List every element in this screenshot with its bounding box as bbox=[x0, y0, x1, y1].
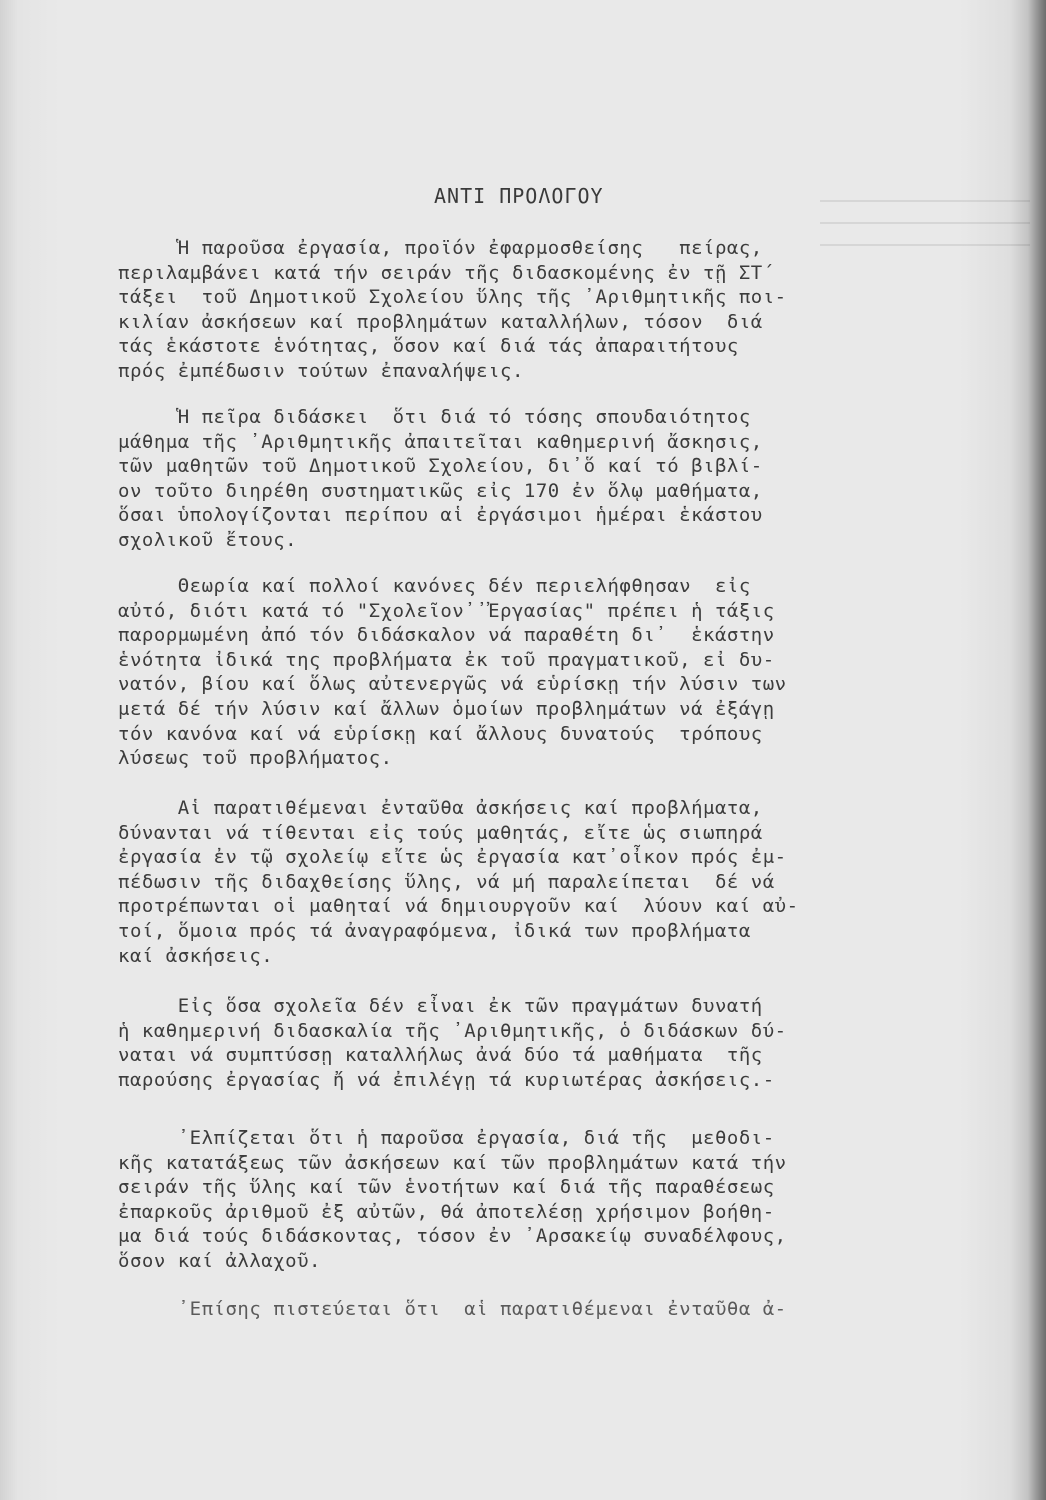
paragraph-4 bbox=[118, 796, 940, 968]
text-line: ἑνότητα ἰδικά της προβλήματα ἐκ τοῦ πραγματικοῦ, εἰ δυ- bbox=[118, 648, 775, 671]
text-line: Θεωρία καί πολλοί κανόνες δέν περιελήφθησαν εἰς bbox=[118, 575, 751, 597]
text-line: ᾿Ελπίζεται ὅτι ἡ παροῦσα ἐργασία, διά τῆς μεθοδι- bbox=[118, 1127, 775, 1149]
text-line: Ἡ παροῦσα ἐργασία, προϊόν ἐφαρμοσθείσης πείρας, bbox=[118, 237, 763, 259]
text-line: τῶν μαθητῶν τοῦ Δημοτικοῦ Σχολείου, δι᾿ὅ καί τό βιβλί- bbox=[118, 455, 763, 478]
paragraph-2 bbox=[118, 405, 940, 553]
paragraph-6 bbox=[118, 1126, 940, 1274]
text-line: περιλαμβάνει κατά τήν σειράν τῆς διδασκομένης ἐν τῇ ΣΤ΄ bbox=[118, 261, 775, 284]
text-line: ον τοῦτο διηρέθη συστηματικῶς εἰς 170 ἐν ὅλῳ μαθήματα, bbox=[118, 479, 763, 502]
text-line: μα διά τούς διδάσκοντας, τόσον ἐν ᾿Αρσακείῳ συναδέλφους, bbox=[118, 1225, 787, 1248]
page-title: ΑΝΤΙ ΠΡΟΛΟΓΟΥ bbox=[434, 184, 604, 208]
text-line: ἐπαρκοῦς ἀριθμοῦ ἐξ αὐτῶν, θά ἀποτελέσῃ χρήσιμον βοήθη- bbox=[118, 1200, 775, 1223]
text-line: ἐργασία ἐν τῷ σχολείῳ εἴτε ὡς ἐργασία κατ᾿οἶκον πρός ἐμ- bbox=[118, 846, 787, 869]
text-line: κιλίαν ἀσκήσεων καί προβλημάτων καταλλήλων, τόσον διά bbox=[118, 310, 763, 333]
text-line: ἡ καθημερινή διδασκαλία τῆς ᾿Αριθμητικῆς, ὁ διδάσκων δύ- bbox=[118, 1019, 787, 1042]
text-line: ᾿Επίσης πιστεύεται ὅτι αἱ παρατιθέμεναι ἐνταῦθα ἀ- bbox=[118, 1298, 787, 1320]
text-line: μετά δέ τήν λύσιν καί ἄλλων ὁμοίων προβλημάτων νά ἐξάγῃ bbox=[118, 697, 775, 720]
text-line: ὅσον καί ἀλλαχοῦ. bbox=[118, 1249, 321, 1272]
paragraph-7 bbox=[118, 1297, 940, 1322]
text-line: καί ἀσκήσεις. bbox=[118, 944, 274, 967]
text-line: σχολικοῦ ἔτους. bbox=[118, 528, 298, 551]
text-line: νατόν, βίου καί ὅλως αὐτενεργῶς νά εὑρίσκῃ τήν λύσιν των bbox=[118, 673, 787, 696]
text-line: τόν κανόνα καί νά εὑρίσκῃ καί ἄλλους δυνατούς τρόπους bbox=[118, 722, 763, 745]
text-line: πρός ἐμπέδωσιν τούτων ἐπαναλήψεις. bbox=[118, 359, 524, 382]
text-line: τοί, ὅμοια πρός τά ἀναγραφόμενα, ἰδικά των προβλήματα bbox=[118, 919, 751, 942]
text-line: αὐτό, διότι κατά τό "Σχολεῖον᾿᾿Ἐργασίας" πρέπει ἡ τάξις bbox=[118, 599, 775, 622]
text-line: Ἡ πεῖρα διδάσκει ὅτι διά τό τόσης σπουδαιότητος bbox=[118, 406, 751, 428]
text-line: μάθημα τῆς ᾿Αριθμητικῆς ἀπαιτεῖται καθημερινή ἄσκησις, bbox=[118, 430, 763, 453]
text-line: λύσεως τοῦ προβλήματος. bbox=[118, 747, 393, 770]
text-line: προτρέπωνται οἱ μαθηταί νά δημιουργοῦν καί λύουν καί αὐ- bbox=[118, 895, 799, 918]
text-line: παρούσης ἐργασίας ἤ νά ἐπιλέγῃ τά κυριωτέρας ἀσκήσεις.- bbox=[118, 1068, 775, 1091]
page-edge-shadow bbox=[1028, 0, 1046, 1500]
paragraph-5 bbox=[118, 994, 940, 1092]
text-line: Εἰς ὅσα σχολεῖα δέν εἶναι ἐκ τῶν πραγμάτων δυνατή bbox=[118, 995, 763, 1017]
text-line: δύνανται νά τίθενται εἰς τούς μαθητάς, εἴτε ὡς σιωπηρά bbox=[118, 821, 763, 844]
text-line: τάξει τοῦ Δημοτικοῦ Σχολείου ὕλης τῆς ᾿Αριθμητικῆς ποι- bbox=[118, 286, 787, 309]
paragraph-1 bbox=[118, 236, 940, 384]
paragraph-3 bbox=[118, 574, 940, 771]
text-line: ὅσαι ὑπολογίζονται περίπου αἱ ἐργάσιμοι ἡμέραι ἑκάστου bbox=[118, 504, 763, 527]
text-line: σειράν τῆς ὕλης καί τῶν ἑνοτήτων καί διά τῆς παραθέσεως bbox=[118, 1176, 775, 1199]
text-line: Αἱ παρατιθέμεναι ἐνταῦθα ἀσκήσεις καί προβλήματα, bbox=[118, 797, 763, 819]
text-line: κῆς κατατάξεως τῶν ἀσκήσεων καί τῶν προβλημάτων κατά τήν bbox=[118, 1151, 787, 1174]
text-line: ναται νά συμπτύσσῃ καταλλήλως ἀνά δύο τά μαθήματα τῆς bbox=[118, 1044, 763, 1067]
text-line: παρορμωμένη ἀπό τόν διδάσκαλον νά παραθέτη δι᾿ ἑκάστην bbox=[118, 624, 775, 647]
text-line: τάς ἑκάστοτε ἑνότητας, ὅσον καί διά τάς ἀπαραιτήτους bbox=[118, 335, 739, 358]
text-line: πέδωσιν τῆς διδαχθείσης ὕλης, νά μή παραλείπεται δέ νά bbox=[118, 870, 775, 893]
